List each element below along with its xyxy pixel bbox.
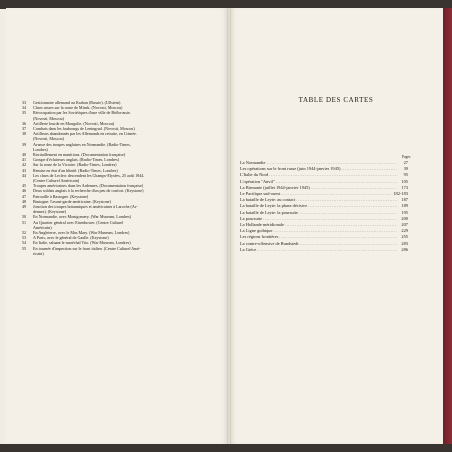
- caption-number: 36: [22, 120, 27, 126]
- caption-number: 50: [22, 214, 27, 220]
- caption-number: 33: [22, 100, 27, 105]
- caption-text: Chars russes sur la route de Minsk. (Novosti, Moscou): [33, 105, 123, 111]
- caption-item: [22, 251, 218, 256]
- caption-text: Les chars de Leclerc descendent les Champs-Elysées, 25 août 1944.: [33, 172, 145, 178]
- toc-entry-title: La Hollande méridionale: [240, 222, 284, 228]
- caption-text: Deux soldats anglais à la recherche d'un peu de confort. (Keystone): [33, 188, 144, 194]
- caption-number: 41: [22, 157, 27, 163]
- toc-entry-page: 286: [401, 246, 408, 252]
- toc-entry-title: L'opération "Anvil": [240, 178, 275, 184]
- toc-entry-page: 255: [401, 234, 408, 240]
- caption-text: En Normandie, avec Montgomery. (War Museum, Londres): [33, 214, 131, 220]
- caption-text: ricain): [33, 250, 44, 256]
- caption-text: En tournée d'inspection sur le front italien. (Centre Culturel Amé-: [33, 245, 141, 251]
- bottom-background: [0, 444, 452, 452]
- caption-text: Gestionnaire allemand au Kraban (Russie). (Ullstein): [33, 100, 121, 105]
- caption-number: 40: [22, 152, 27, 158]
- caption-text: Réoccupation par les Soviétiques d'une ville de Biélorussie.: [33, 110, 131, 116]
- dot-leader: [257, 247, 397, 253]
- caption-number: 37: [22, 126, 27, 132]
- toc-entry-title: La bataille de Leyte: la poursuite: [240, 209, 298, 215]
- toc-entry-title: La Normandie: [240, 160, 266, 165]
- caption-text: (Novosti, Moscou): [33, 136, 64, 142]
- caption-number: 53: [22, 235, 27, 241]
- toc-entry-title: Le Pacifique sud-ouest: [240, 191, 281, 197]
- toc-entry-page: 187: [401, 197, 408, 203]
- toc-entry-page: 200: [401, 215, 408, 221]
- caption-text: Artilleurs abandonnés par les Allemands en retraite, en Crimée.: [33, 131, 137, 137]
- toc-entry: [240, 247, 408, 253]
- toc-entry-page: 173: [401, 184, 408, 190]
- caption-text: Bastogne: l'avant-garde américaine. (Keystone): [33, 198, 111, 204]
- toc-entry-title: L'Italie du Nord: [240, 172, 269, 178]
- caption-number: 42: [22, 162, 27, 168]
- caption-number: [22, 251, 33, 256]
- caption-number: 48: [22, 198, 27, 204]
- caption-number: 49: [22, 204, 27, 210]
- caption-text: Patrouille à Bastogne. (Keystone): [33, 193, 89, 199]
- caption-number: 35: [22, 110, 27, 116]
- caption-number: 46: [22, 188, 27, 194]
- cover-edge: [443, 8, 452, 444]
- caption-number: 55: [22, 245, 27, 251]
- toc-entry-title: La bataille de Leyte: la phase décisive: [240, 203, 308, 209]
- caption-text: Troupes américaines dans les Ardennes. (Documentation française): [33, 183, 144, 189]
- photo-caption-list: [22, 100, 218, 256]
- caption-text: dennes). (Keystone): [33, 209, 66, 215]
- caption-text: A Paris, avec le général de Gaulle. (Keystone): [33, 235, 109, 241]
- caption-number: 54: [22, 240, 27, 246]
- toc-entry-title: La poursuite: [240, 215, 263, 221]
- caption-number: 47: [22, 193, 27, 199]
- toc-entry-page: 105: [401, 178, 408, 184]
- caption-number: 44: [22, 172, 27, 178]
- caption-number: 51: [22, 219, 27, 225]
- caption-text: Combats dans les faubourgs de Leningrad. (Novosti, Moscou): [33, 126, 135, 132]
- toc-entry-title: Les opérations sur le front russe (juin 1944-janvier 1945): [240, 166, 341, 172]
- caption-text: (Novosti, Moscou): [33, 115, 64, 121]
- toc-entry-title: Les régions frontières: [240, 234, 279, 240]
- toc-title: TABLE DES CARTES: [298, 96, 374, 104]
- toc-entry-title: La contre-offensive de Rundstedt: [240, 240, 299, 246]
- caption-text: En Italie, saluant le maréchal Tito. (War Museum, Londres): [33, 240, 131, 246]
- book-gutter: [227, 8, 231, 444]
- caption-number: 43: [22, 167, 27, 173]
- toc-entry-page: 195: [401, 209, 408, 215]
- toc-entry-page: 95: [403, 172, 408, 178]
- caption-text: En Angleterre, avec le Mas Mary. (War Museum, Londres): [33, 230, 130, 236]
- caption-number: 34: [22, 105, 27, 111]
- caption-text: Au Quartier général avec Eisenhower. (Centre Culturel: [33, 219, 124, 225]
- caption-text: Artillerie lourde en Mongolie. (Novosti, Moscou): [33, 120, 115, 126]
- toc-entry-page: 39: [403, 166, 408, 172]
- caption-text: Ravitaillement en munitions. (Documentation française): [33, 152, 126, 158]
- caption-number: 38: [22, 131, 27, 137]
- toc-entry-page: 207: [401, 222, 408, 228]
- caption-text: Groupe d'éclaireurs anglais. (Radio-Times, Londres): [33, 157, 120, 163]
- caption-text: Sur la route de la Victoire. (Radio-Times, Londres): [33, 162, 117, 168]
- caption-text: Londres): [33, 146, 48, 152]
- toc-entry-title: La bataille de Leyte: au contact: [240, 197, 296, 203]
- toc-entry-page: 189: [401, 203, 408, 209]
- caption-text: Américain): [33, 224, 52, 230]
- toc-entry-page: 182-183: [393, 191, 408, 197]
- caption-number: 52: [22, 230, 27, 236]
- caption-text: (Centre Culturel Américain): [33, 178, 80, 184]
- toc-entry-page: 229: [401, 228, 408, 234]
- toc-entry-title: La Birmanie (juillet 1944-janvier 1945): [240, 184, 310, 190]
- map-table: [240, 160, 408, 253]
- toc-entry-page: 27: [403, 160, 408, 165]
- toc-entry-page: 283: [401, 240, 408, 246]
- caption-number: 39: [22, 141, 27, 147]
- caption-text: Avance des troupes anglaises en Normandie. (Radio-Times,: [33, 141, 131, 147]
- toc-entry-title: La Ligne gothique: [240, 228, 273, 234]
- caption-text: Remise en état d'un blindé. (Radio-Times, Londres): [33, 167, 118, 173]
- caption-text: Jonction des troupes britanniques et américaines à Laroche (Ar-: [33, 204, 138, 210]
- pages-label: Pages: [402, 155, 411, 159]
- toc-entry-title: La Grèce: [240, 246, 257, 252]
- caption-number: 45: [22, 183, 27, 189]
